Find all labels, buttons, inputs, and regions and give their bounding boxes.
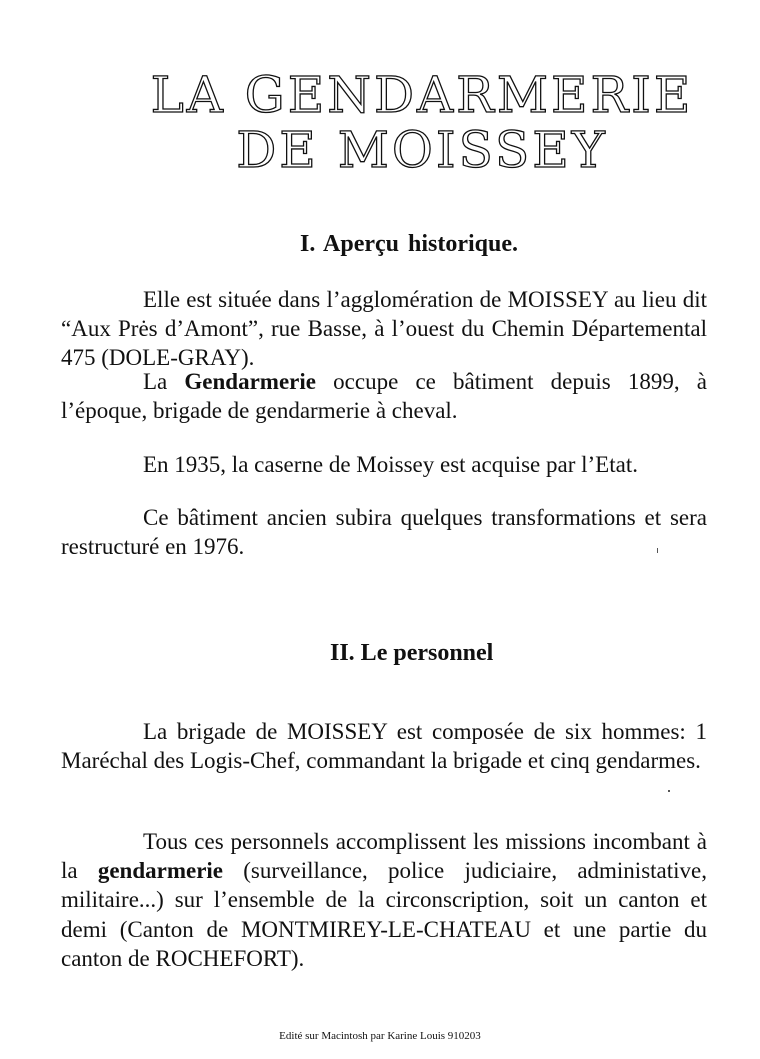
section2-p2-text-end: (surveillance, police judiciaire, administative, militaire...) sur l’ensemble de la circonscription, soit un canton et demi (Canton de MONTMIREY-LE-CHATEAU et une partie du canton de ROCHEFORT).	[61, 858, 707, 971]
section2-heading: II. Le personnel	[330, 640, 494, 666]
section2-p2-text-start: Tous ces personnels accomplissent les missions incombant à la	[61, 829, 707, 884]
scan-speck	[668, 790, 670, 792]
section1-paragraph-occupation	[61, 367, 707, 425]
document-title-line1: LA GENDARMERIE	[150, 66, 694, 124]
section2-p2-bold-gendarmerie: gendarmerie	[97, 858, 224, 884]
section1-p2-text-start: La	[143, 369, 185, 394]
document-footer: Edité sur Macintosh par Karine Louis 910203	[279, 1030, 481, 1042]
section1-heading: I. Aperçu historique.	[300, 231, 519, 257]
section1-paragraph-location: Elle est située dans l’agglomération de MOISSEY au lieu dit “Aux Prės d’Amont”, rue Basse, à l’ouest du Chemin Départemental 475 (DOLE-GRAY).	[61, 287, 707, 371]
scan-speck	[657, 548, 658, 553]
section1-p2-text-end: occupe ce bâtiment depuis 1899, à l’époque, brigade de gendarmerie à cheval.	[61, 369, 707, 424]
section1-paragraph-restructuring: Ce bâtiment ancien subira quelques transformations et sera restructuré en 1976.	[61, 505, 707, 560]
section2-paragraph-missions	[61, 827, 707, 973]
section2-paragraph-composition: La brigade de MOISSEY est composée de six hommes: 1 Maréchal des Logis-Chef, commandant la brigade et cinq gendarmes.	[61, 719, 707, 774]
section1-p2-bold-gendarmerie: Gendarmerie	[184, 369, 316, 394]
section1-paragraph-acquisition: En 1935, la caserne de Moissey est acquise par l’Etat.	[143, 452, 638, 477]
document-title-line2: DE MOISSEY	[236, 121, 608, 179]
